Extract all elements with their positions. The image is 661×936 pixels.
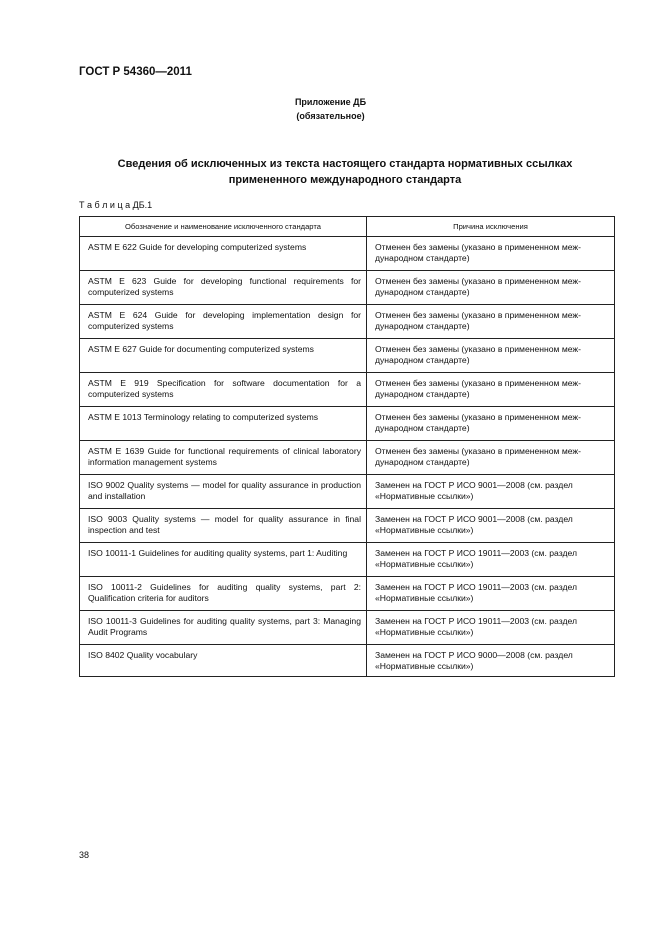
- standard-cell: ISO 9003 Quality systems — model for quality assurance in final inspection and test: [80, 509, 367, 543]
- reason-cell: Заменен на ГОСТ Р ИСО 19011—2003 (см. раздел «Нормативные ссылки»): [367, 611, 615, 645]
- annex-status: (обязательное): [296, 111, 365, 121]
- reason-cell: Отменен без замены (указано в примененном меж-дународном стандарте): [367, 407, 615, 441]
- table-row: [80, 645, 615, 677]
- column-header-standard: Обозначение и наименование исключенного стандарта: [80, 217, 367, 237]
- standard-cell: ASTM E 623 Guide for developing functional requirements for computerized systems: [80, 271, 367, 305]
- reason-cell: Заменен на ГОСТ Р ИСО 19011—2003 (см. раздел «Нормативные ссылки»): [367, 577, 615, 611]
- table-row: [80, 441, 615, 475]
- reason-cell: Отменен без замены (указано в примененном меж-дународном стандарте): [367, 237, 615, 271]
- standard-cell: ISO 10011-2 Guidelines for auditing quality systems, part 2: Qualification criteria for auditors: [80, 577, 367, 611]
- standard-cell: ASTM E 1639 Guide for functional requirements of clinical laboratory information management systems: [80, 441, 367, 475]
- table-caption: Т а б л и ц а ДБ.1: [79, 200, 153, 210]
- table-row: [80, 543, 615, 577]
- document-code: ГОСТ Р 54360—2011: [79, 66, 192, 78]
- standard-cell: ISO 8402 Quality vocabulary: [80, 645, 367, 677]
- standard-cell: ASTM E 919 Specification for software documentation for a computerized systems: [80, 373, 367, 407]
- table-row: [80, 237, 615, 271]
- table-row: [80, 509, 615, 543]
- annex-title: Приложение ДБ: [294, 97, 367, 107]
- table-row: [80, 339, 615, 373]
- reason-cell: Отменен без замены (указано в примененном меж-дународном стандарте): [367, 339, 615, 373]
- table-row: [80, 577, 615, 611]
- standard-cell: ISO 10011-1 Guidelines for auditing quality systems, part 1: Auditing: [80, 543, 367, 577]
- section-heading-line-2: примененного международного стандарта: [228, 174, 462, 186]
- table-row: [80, 373, 615, 407]
- table-row: [80, 611, 615, 645]
- section-heading-line-1: Сведения об исключенных из текста настоящего стандарта нормативных ссылках: [117, 158, 573, 170]
- reason-cell: Заменен на ГОСТ Р ИСО 9001—2008 (см. раздел «Нормативные ссылки»): [367, 475, 615, 509]
- standard-cell: ISO 10011-3 Guidelines for auditing quality systems, part 3: Managing Audit Programs: [80, 611, 367, 645]
- standard-cell: ASTM E 622 Guide for developing computerized systems: [80, 237, 367, 271]
- table-row: [80, 271, 615, 305]
- column-header-reason: Причина исключения: [367, 217, 615, 237]
- annex-header: [0, 95, 661, 123]
- reason-cell: Отменен без замены (указано в примененном меж-дународном стандарте): [367, 441, 615, 475]
- excluded-standards-table: [79, 216, 615, 677]
- standard-cell: ASTM E 624 Guide for developing implementation design for computerized systems: [80, 305, 367, 339]
- reason-cell: Заменен на ГОСТ Р ИСО 19011—2003 (см. раздел «Нормативные ссылки»): [367, 543, 615, 577]
- standard-cell: ASTM E 1013 Terminology relating to computerized systems: [80, 407, 367, 441]
- table-row: [80, 305, 615, 339]
- table-header-row: [80, 217, 615, 237]
- table-row: [80, 407, 615, 441]
- section-heading: [80, 156, 610, 188]
- standard-cell: ISO 9002 Quality systems — model for quality assurance in production and installation: [80, 475, 367, 509]
- reason-cell: Заменен на ГОСТ Р ИСО 9000—2008 (см. раздел «Нормативные ссылки»): [367, 645, 615, 677]
- reason-cell: Отменен без замены (указано в примененном меж-дународном стандарте): [367, 271, 615, 305]
- reason-cell: Отменен без замены (указано в примененном меж-дународном стандарте): [367, 305, 615, 339]
- standard-cell: ASTM E 627 Guide for documenting computerized systems: [80, 339, 367, 373]
- reason-cell: Заменен на ГОСТ Р ИСО 9001—2008 (см. раздел «Нормативные ссылки»): [367, 509, 615, 543]
- reason-cell: Отменен без замены (указано в примененном меж-дународном стандарте): [367, 373, 615, 407]
- table-row: [80, 475, 615, 509]
- page-number: 38: [79, 850, 90, 860]
